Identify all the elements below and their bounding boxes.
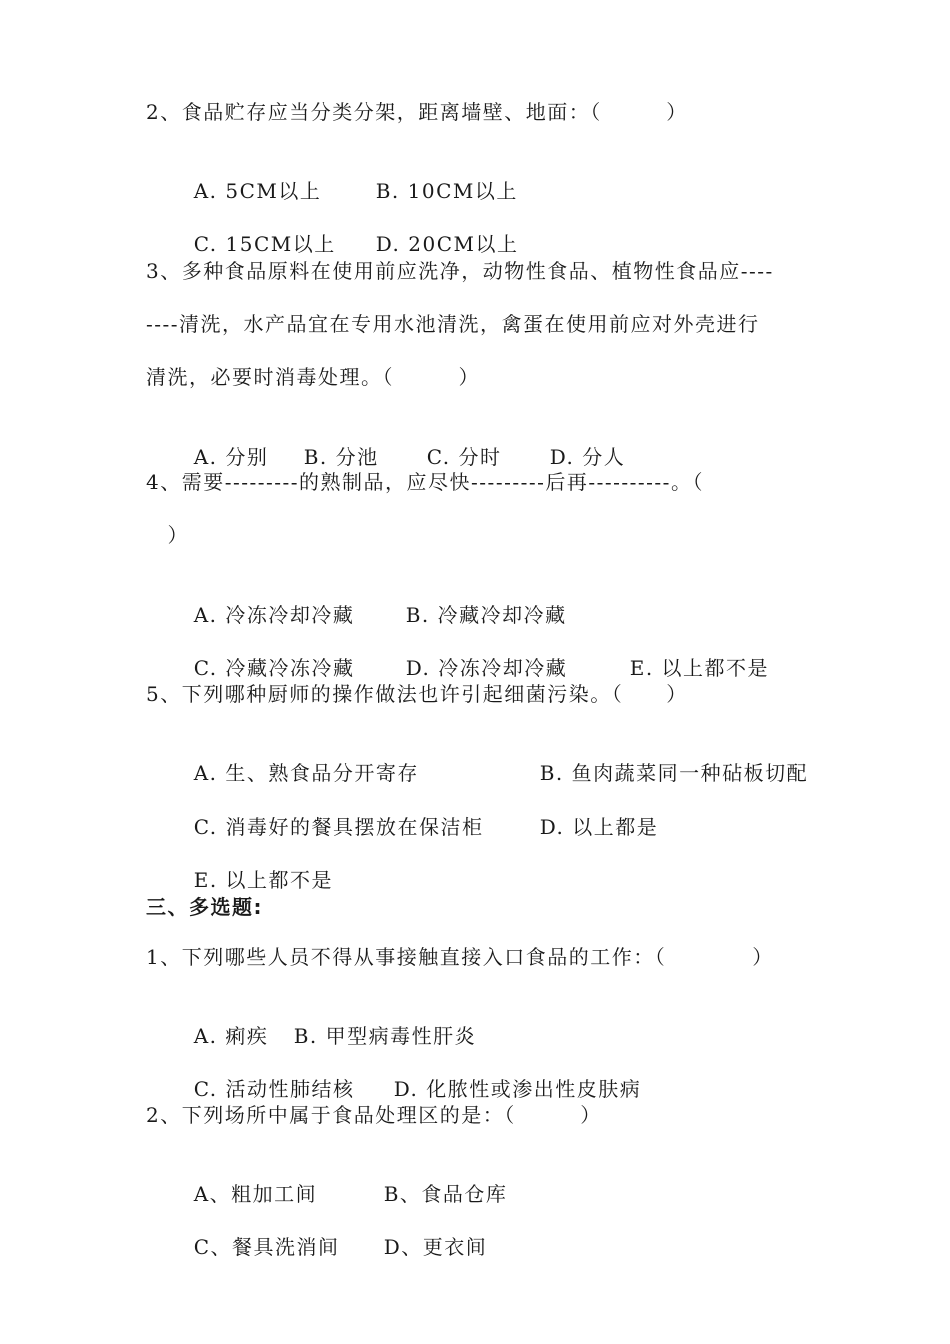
option-c: C. 分时 <box>426 445 502 469</box>
multi-question-2-text: 2、下列场所中属于食品处理区的是：（ ） <box>146 1103 602 1127</box>
option-c: C. 冷藏冷冻冷藏 <box>193 656 355 680</box>
multi-question-1-options-row-1 <box>178 997 476 1049</box>
option-b: B、食品仓库 <box>383 1182 508 1206</box>
multi-question-1-text: 1、下列哪些人员不得从事接触直接入口食品的工作：（ ） <box>146 945 774 969</box>
option-a: A. 冷冻冷却冷藏 <box>193 603 355 627</box>
multi-question-2-options-row-1 <box>178 1155 507 1207</box>
question-2-options-row-1 <box>178 152 518 204</box>
option-c: C、餐具洗消间 <box>193 1235 340 1259</box>
multi-question-1-options-row-2 <box>178 1050 641 1102</box>
option-d: D. 20CM以上 <box>375 232 519 256</box>
option-e: E. 以上都不是 <box>193 868 334 892</box>
question-2-options-row-2 <box>178 205 519 257</box>
question-2-text: 2、食品贮存应当分类分架，距离墙壁、地面：（ ） <box>146 100 688 124</box>
question-4-text-line-2: ） <box>146 523 189 547</box>
option-a: A. 生、熟食品分开寄存 <box>193 761 419 785</box>
option-a: A. 5CM以上 <box>193 179 322 203</box>
question-4-options-row-1 <box>178 576 567 628</box>
option-c: C. 活动性肺结核 <box>193 1077 355 1101</box>
option-c: C. 消毒好的餐具摆放在保洁柜 <box>193 815 484 839</box>
question-3-text-line-2: ----清洗，水产品宜在专用水池清洗，禽蛋在使用前应对外壳进行 <box>146 312 760 336</box>
question-5-text: 5、下列哪种厨师的操作做法也许引起细菌污染。（ ） <box>146 682 688 706</box>
option-b: B. 鱼肉蔬菜同一种砧板切配 <box>539 761 809 785</box>
option-b: B. 冷藏冷却冷藏 <box>405 603 567 627</box>
question-5-options-row-2 <box>178 788 658 840</box>
multi-question-2-options-row-2 <box>178 1208 487 1260</box>
option-a: A. 分别 <box>193 445 269 469</box>
option-a: A、粗加工间 <box>193 1182 318 1206</box>
option-b: B. 10CM以上 <box>375 179 518 203</box>
option-d: D、更衣间 <box>383 1235 488 1259</box>
option-d: D. 以上都是 <box>539 815 659 839</box>
option-e: E. 以上都不是 <box>629 656 770 680</box>
question-4-text-line-1: 4、需要---------的熟制品，应尽快---------后再----------。（ <box>146 470 704 494</box>
section-title: 三、多选题: <box>146 895 263 919</box>
question-5-options-row-3 <box>178 841 333 893</box>
question-4-options-row-2 <box>178 629 769 681</box>
question-3-text-line-3: 清洗，必要时消毒处理。（ ） <box>146 365 480 389</box>
question-3-text-line-1: 3、多种食品原料在使用前应洗净，动物性食品、植物性食品应---- <box>146 259 774 283</box>
question-3-options-row-1 <box>178 418 625 470</box>
option-d: D. 冷冻冷却冷藏 <box>405 656 568 680</box>
option-b: B. 甲型病毒性肝炎 <box>293 1024 477 1048</box>
option-a: A. 痢疾 <box>193 1024 269 1048</box>
option-d: D. 分人 <box>549 445 626 469</box>
option-d: D. 化脓性或渗出性皮肤病 <box>393 1077 642 1101</box>
option-c: C. 15CM以上 <box>193 232 336 256</box>
option-b: B. 分池 <box>303 445 379 469</box>
question-5-options-row-1 <box>178 734 808 786</box>
